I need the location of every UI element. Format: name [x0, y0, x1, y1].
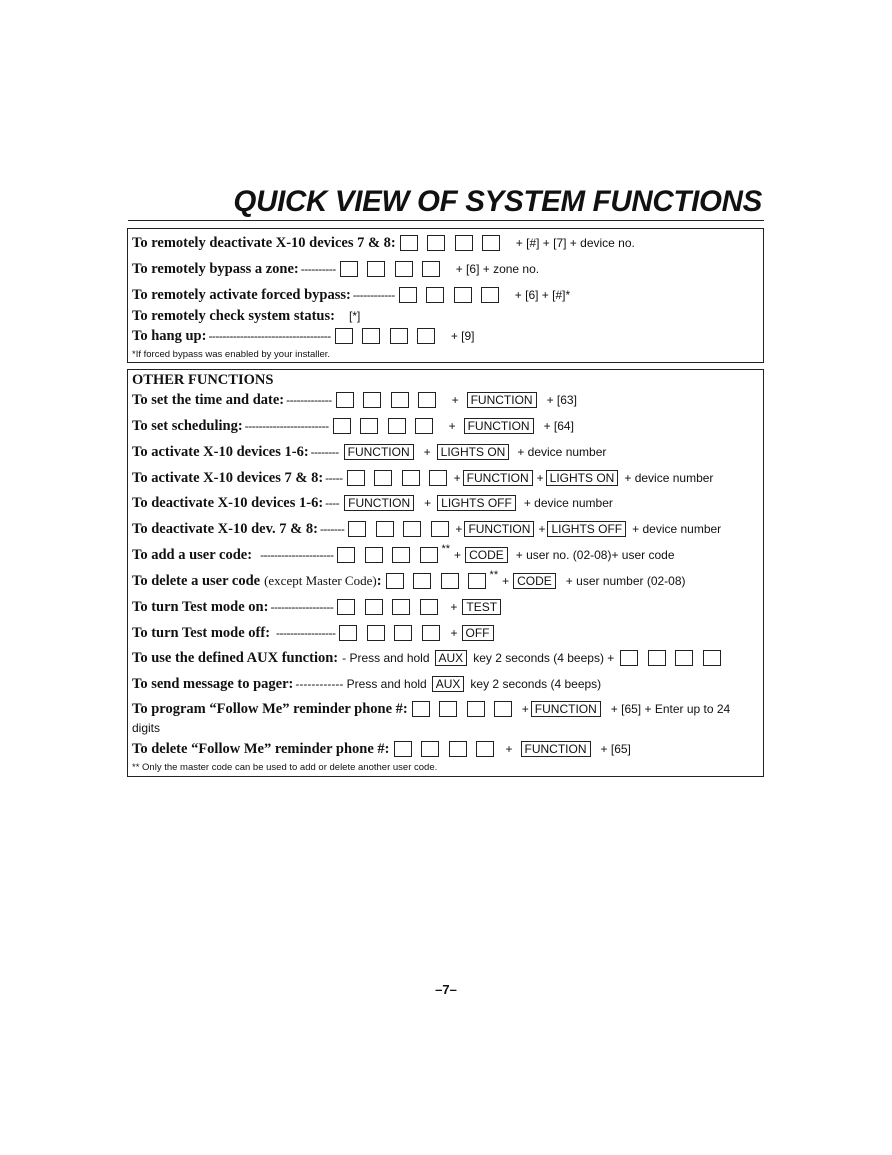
code-keys [347, 470, 457, 486]
row-program-follow-me: To program “Follow Me” reminder phone #: + FUNCTION + [65] + Enter up to 24 [132, 700, 731, 717]
aux-key: AUX [435, 650, 468, 666]
code-key: CODE [465, 547, 508, 563]
code-keys [412, 701, 522, 717]
page-title: QUICK VIEW OF SYSTEM FUNCTIONS [233, 185, 762, 218]
row-test-mode-on: To turn Test mode on: ------------------ + TEST [132, 596, 503, 618]
row-deactivate-x10-7-8: To deactivate X-10 dev. 7 & 8: ------- + FUNCTION + LIGHTS OFF + device number [132, 520, 722, 537]
row-aux-function: To use the defined AUX function: - Press and hold AUX key 2 seconds (4 beeps) + [132, 647, 730, 669]
function-key: FUNCTION [464, 418, 534, 434]
code-keys [394, 741, 504, 757]
row-delete-user-code: To delete a user code (except Master Code) : ** + CODE + user number (02-08) [132, 569, 686, 589]
row-add-user-code: To add a user code: --------------------- ** + CODE + user no. (02-08)+ user code [132, 543, 675, 563]
code-keys [337, 599, 447, 615]
row-program-follow-me-wrap: digits [132, 721, 161, 735]
code-keys [620, 650, 730, 666]
row-test-mode-off: To turn Test mode off: ----------------- + OFF [132, 622, 496, 644]
code-key: CODE [513, 573, 556, 589]
code-keys [337, 547, 447, 563]
test-key: TEST [462, 599, 501, 615]
row-hang-up: To hang up: ----------------------------------- + [9] [132, 327, 475, 344]
row-remote-forced-bypass: To remotely activate forced bypass: ------------ + [6] + [#]* [132, 286, 571, 303]
row-remote-bypass-zone: To remotely bypass a zone: ---------- + [6] + zone no. [132, 260, 540, 277]
aux-key: AUX [432, 676, 465, 692]
row-activate-x10-7-8: To activate X-10 devices 7 & 8: ----- + FUNCTION + LIGHTS ON + device number [132, 469, 714, 486]
row-remote-check-status: To remotely check system status: [*] [132, 307, 361, 324]
off-key: OFF [462, 625, 494, 641]
function-key: FUNCTION [463, 470, 533, 486]
page-number: –7– [435, 982, 457, 997]
row-set-time-date: To set the time and date: ------------- + FUNCTION + [63] [132, 391, 577, 408]
section-heading: OTHER FUNCTIONS [132, 371, 274, 388]
code-keys [386, 573, 496, 589]
master-code-note: ** Only the master code can be used to add or delete another user code. [132, 762, 438, 773]
function-key: FUNCTION [344, 495, 414, 511]
code-keys [348, 521, 458, 537]
row-activate-x10-1-6: To activate X-10 devices 1-6: -------- FUNCTION + LIGHTS ON + device number [132, 443, 607, 460]
function-key: FUNCTION [464, 521, 534, 537]
lights-off-key: LIGHTS OFF [437, 495, 516, 511]
code-keys [339, 625, 449, 641]
forced-bypass-note: *If forced bypass was enabled by your installer. [132, 349, 331, 360]
code-keys [400, 235, 510, 251]
code-keys [333, 418, 443, 434]
code-keys [335, 328, 445, 344]
row-remote-deactivate-x10: To remotely deactivate X-10 devices 7 & 8: + [#] + [7] + device no. [132, 234, 635, 251]
row-send-pager: To send message to pager: ------------ Press and hold AUX key 2 seconds (4 beeps) [132, 675, 602, 692]
function-key: FUNCTION [521, 741, 591, 757]
other-functions-box [127, 369, 764, 777]
code-keys [340, 261, 450, 277]
function-key: FUNCTION [467, 392, 537, 408]
row-deactivate-x10-1-6: To deactivate X-10 devices 1-6: ---- FUNCTION + LIGHTS OFF + device number [132, 494, 613, 511]
function-key: FUNCTION [531, 701, 601, 717]
lights-on-key: LIGHTS ON [437, 444, 510, 460]
code-keys [336, 392, 446, 408]
remote-functions-box [127, 228, 764, 363]
code-keys [399, 287, 509, 303]
title-rule [128, 220, 764, 221]
lights-on-key: LIGHTS ON [546, 470, 619, 486]
lights-off-key: LIGHTS OFF [547, 521, 626, 537]
row-set-scheduling: To set scheduling: ------------------------ + FUNCTION + [64] [132, 417, 574, 434]
row-delete-follow-me: To delete “Follow Me” reminder phone #: + FUNCTION + [65] [132, 740, 631, 757]
function-key: FUNCTION [344, 444, 414, 460]
